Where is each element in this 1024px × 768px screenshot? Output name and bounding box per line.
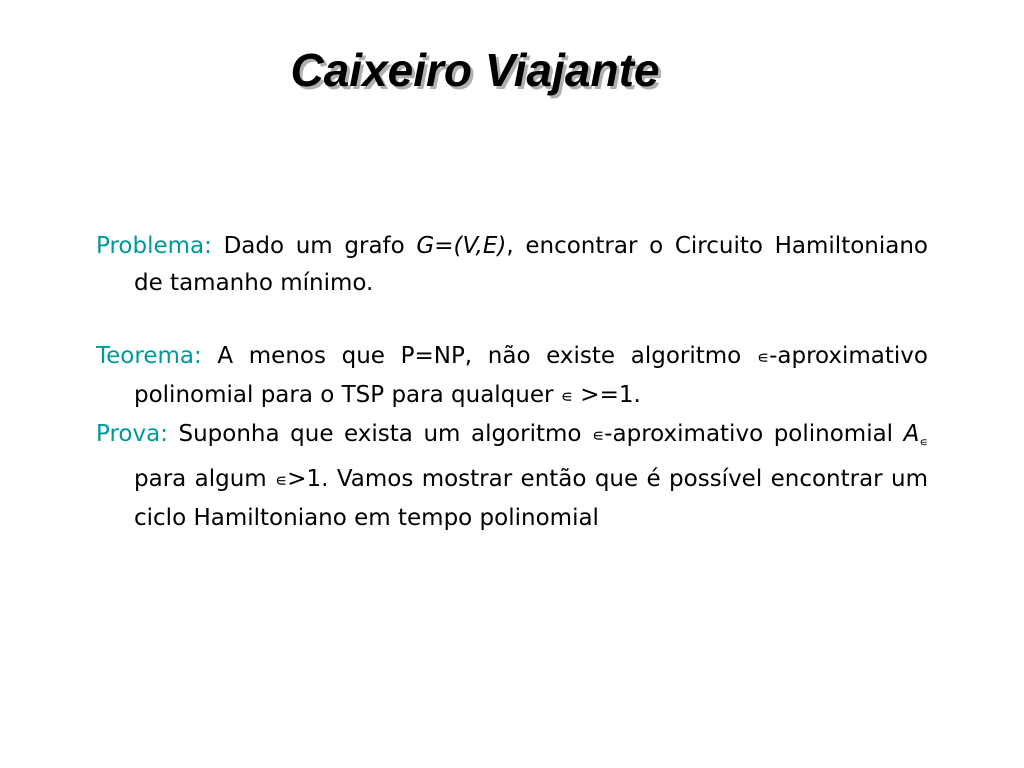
- prova-paragraph: [96, 416, 928, 537]
- epsilon-subscript: ∊: [919, 435, 928, 449]
- teorema-text-a: A menos que P=NP, não existe algoritmo: [201, 343, 757, 369]
- teorema-paragraph: [96, 338, 928, 416]
- teorema-label: Teorema:: [96, 343, 202, 369]
- problema-label: Problema:: [96, 233, 212, 259]
- prova-label: Prova:: [96, 421, 168, 447]
- epsilon-symbol: ∊: [275, 471, 288, 491]
- problema-text-a: Dado um grafo: [211, 233, 417, 259]
- problema-paragraph: [96, 228, 928, 302]
- prova-text-c: para algum: [134, 466, 276, 492]
- problema-text-b: , encontrar o Circuito Hamiltoniano de tamanho mínimo.: [134, 233, 928, 296]
- teorema-text-c: >=1.: [572, 382, 641, 408]
- slide-title: Caixeiro Viajante: [290, 44, 660, 96]
- prova-text-d: >1. Vamos mostrar então que é possível encontrar um ciclo Hamiltoniano em tempo polinomial: [134, 466, 928, 531]
- epsilon-symbol: ∊: [756, 348, 770, 368]
- algorithm-letter: A: [903, 421, 920, 447]
- slide-content: [96, 228, 928, 537]
- teorema-text-b: -aproximativo polinomial para o TSP para qualquer: [134, 343, 928, 408]
- prova-text-a: Suponha que exista um algoritmo: [167, 421, 593, 447]
- epsilon-symbol: ∊: [592, 426, 605, 446]
- epsilon-symbol: ∊: [560, 387, 573, 407]
- graph-notation: G=(V,E): [416, 233, 507, 259]
- algorithm-name: [904, 421, 928, 447]
- prova-text-b: -aproximativo polinomial: [604, 421, 904, 447]
